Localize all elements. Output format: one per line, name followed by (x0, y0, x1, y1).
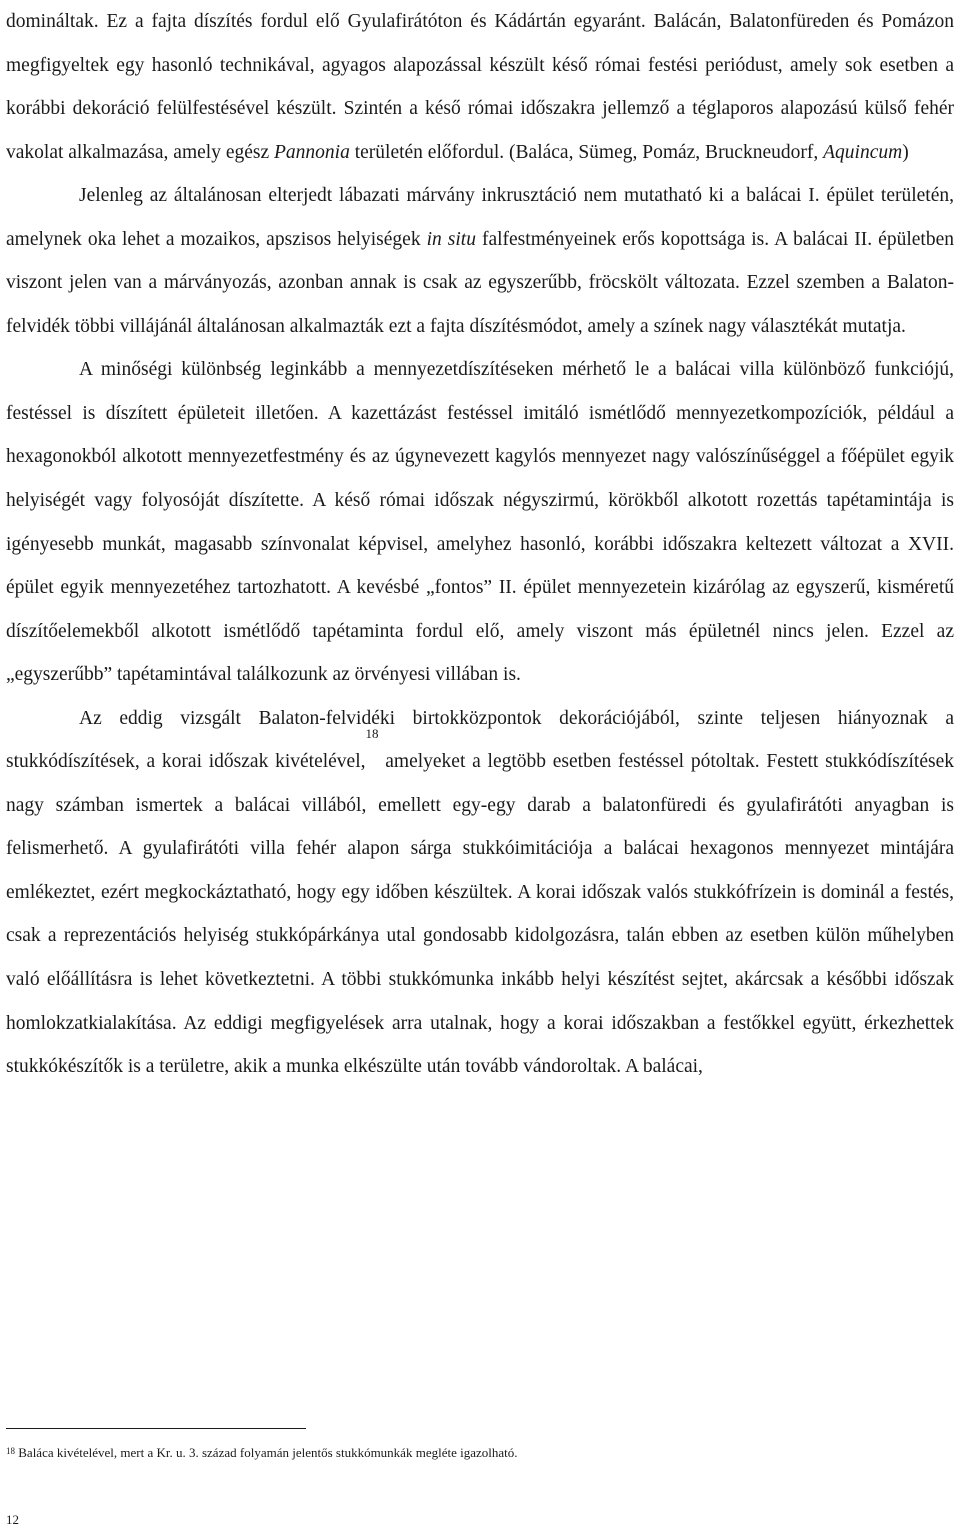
text-run: amelyeket a legtöbb esetben festéssel pótoltak. Festett stukkódíszítések nagy számban ismertek a balácai villából, emellett egy-egy darab a balatonfüredi és gyulafirátóti anyagban is felismerhető. A gyulafirátóti villa fehér alapon sárga stukkóimitációja a balácai hexagonos mennyezet mintájára emlékeztet, ezért megkockáztatható, hogy egy időben készültek. A korai időszak valós stukkófrízein is dominál a festés, csak a reprezentációs helyiség stukkópárkánya utal gondosabb kidolgozásra, talán ebben az esetben külön műhelyben való előállításra is lehet következtetni. A többi stukkómunka inkább helyi készítést sejtet, akárcsak a későbbi időszak homlokzatkialakítása. Az eddigi megfigyelések arra utalnak, hogy a korai időszakban a festőkkel együtt, érkezhettek stukkókészítők is a területre, akik a munka elkészülte után tovább vándoroltak. A balácai, (6, 751, 955, 1078)
text-run: falfestményeinek erős kopottsága is. A balácai II. épületben viszont jelen van a márványozás, azonban annak is csak az egyszerűbb, fröcskölt változata. Ezzel szemben a Balaton-felvidék többi villájánál általánosan alkalmazták ezt a fajta díszítésmódot, amely a színek nagy választékát mutatja. (6, 228, 954, 337)
italic-term: in situ (426, 228, 476, 250)
text-run: ) (902, 141, 909, 163)
footnote-text: Baláca kivételével, mert a Kr. u. 3. század folyamán jelentős stukkómunkák megléte igazolható. (15, 1445, 518, 1460)
footnote-number: 18 (6, 1446, 15, 1456)
paragraph (6, 348, 954, 696)
footnote-separator (6, 1428, 306, 1429)
text-run: Jelenleg az általánosan elterjedt lábazati márvány inkrusztáció nem mutatható ki a balácai I. épület területén, amelynek oka lehet a mozaikos, apszisos helyiségek (6, 185, 954, 250)
paragraph (6, 174, 954, 348)
paragraph (6, 0, 954, 174)
italic-term: Aquincum (823, 141, 903, 163)
body-text (6, 0, 954, 1089)
text-run: domináltak. Ez a fajta díszítés fordul elő Gyulafirátóton és Kádártán egyaránt. Balácán, Balatonfüreden és Pomázon megfigyeltek egy hasonló technikával, agyagos alapozással készült késő római festési periódust, amely sok esetben a korábbi dekoráció felülfestésével készült. Szintén a késő római időszakra jellemző a téglaporos alapozású külső fehér vakolat alkalmazása, amely egész (6, 11, 954, 163)
document-page (6, 0, 954, 1089)
text-run: A minőségi különbség leginkább a mennyezetdíszítéseken mérhető le a balácai villa különböző funkciójú, festéssel is díszített épületeit illetően. A kazettázást festéssel imitáló ismétlődő mennyezetkompozíciók, például a hexagonokból alkotott mennyezetfestmény és az úgynevezett kagylós mennyezet nagy valószínűséggel a főépület egyik helyiségét vagy folyosóját díszítette. A késő római időszak négyszirmú, körökből alkotott rozettás tapétamintája is igényesebb munkát, magasabb színvonalat képvisel, amelyhez hasonló, korábbi időszakra keltezett változat a XVII. épület egyik mennyezetéhez tartozhatott. A kevésbé „fontos” II. épület mennyezetein kizárólag az egyszerű, kisméretű díszítőelemekből alkotott ismétlődő tapétaminta fordul elő, amely viszont más épületnél nincs jelen. Ezzel az „egyszerűbb” tapétamintával találkozunk az örvényesi villában is. (6, 359, 954, 686)
paragraph (6, 697, 954, 1089)
text-run: területén előfordul. (Baláca, Sümeg, Pomáz, Bruckneudorf, (349, 141, 824, 163)
footnote-reference: 18 (365, 726, 379, 742)
text-run: Az eddig vizsgált Balaton-felvidéki birtokközpontok dekorációjából, szinte teljesen hiányoznak a stukkódíszítések, a korai időszak kivételével, (6, 707, 954, 773)
italic-term: Pannonia (274, 141, 350, 163)
page-number: 12 (6, 1512, 19, 1527)
footnote (6, 1444, 946, 1462)
